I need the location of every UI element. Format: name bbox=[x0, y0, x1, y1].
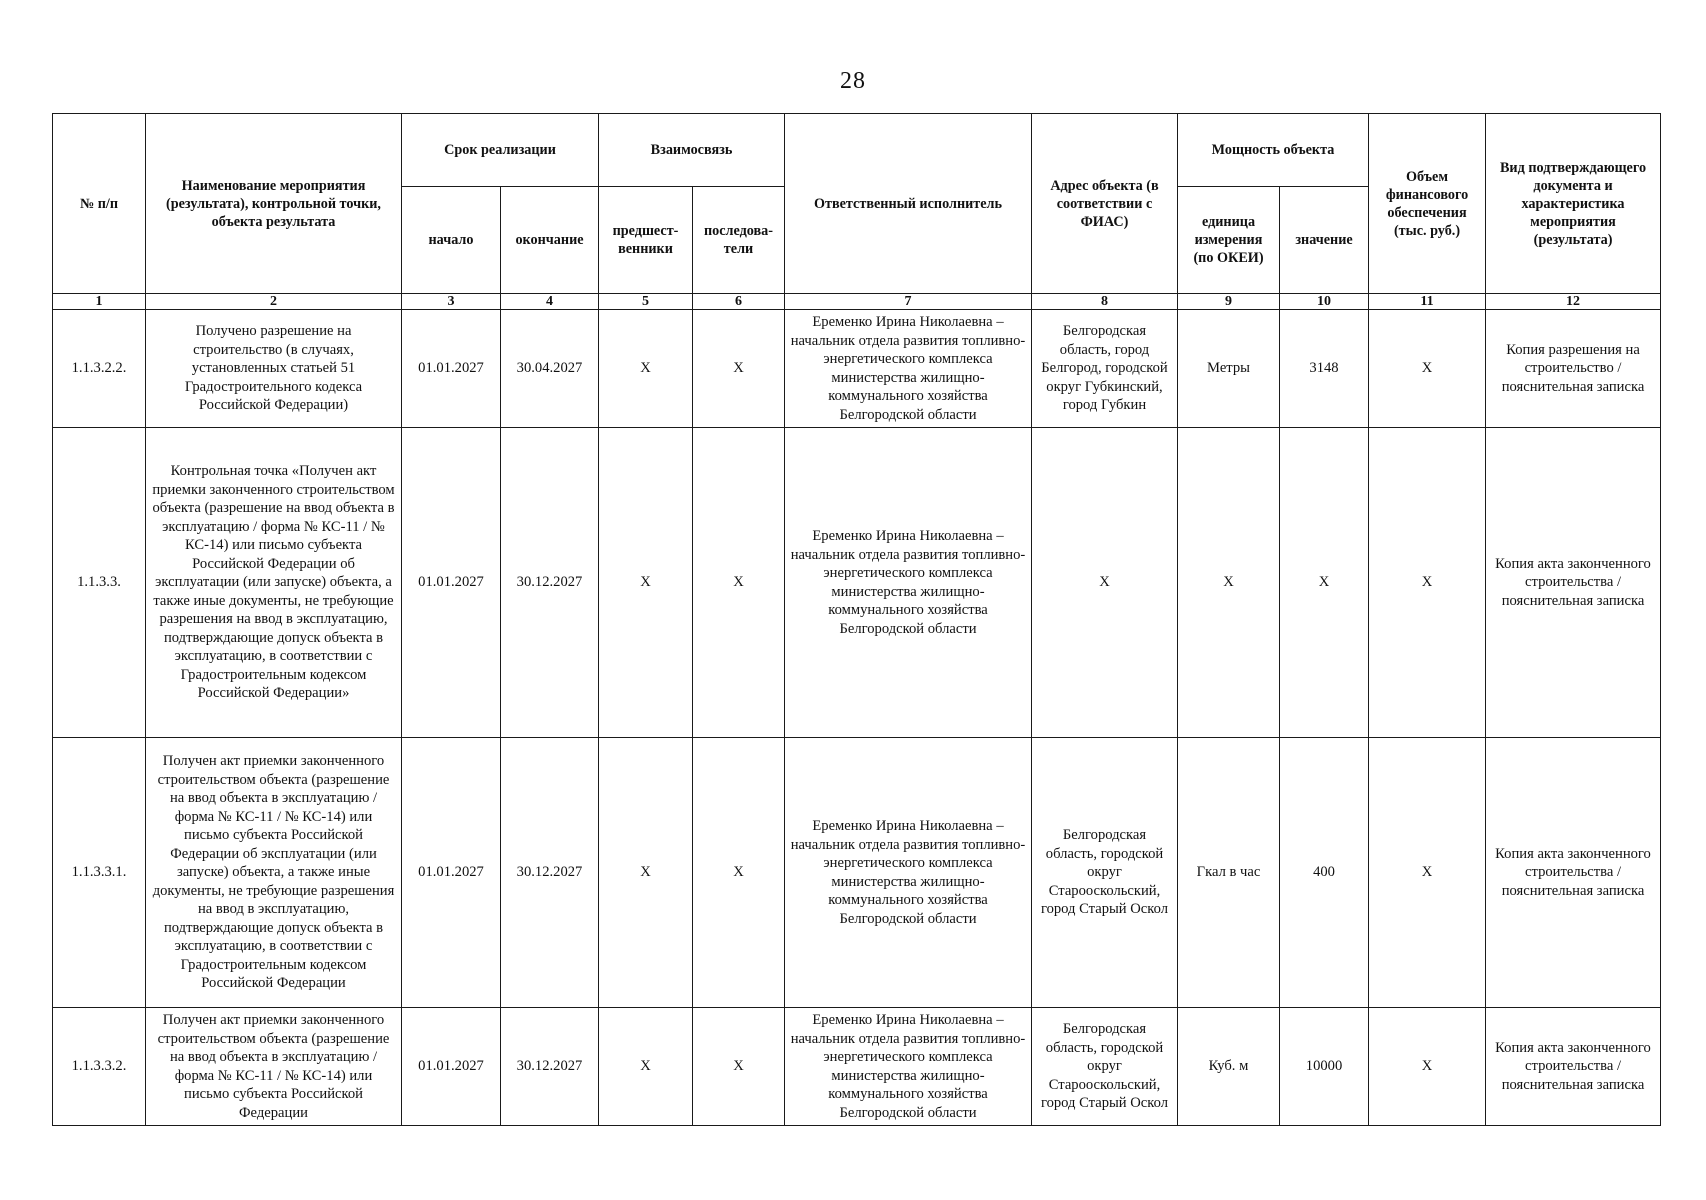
col-number: 7 bbox=[785, 294, 1032, 310]
row-end-date: 30.12.2027 bbox=[501, 1008, 599, 1126]
row-end-date: 30.12.2027 bbox=[501, 738, 599, 1008]
row-predecessors: X bbox=[599, 428, 693, 738]
row-end-date: 30.12.2027 bbox=[501, 428, 599, 738]
col-number: 3 bbox=[402, 294, 501, 310]
row-executor: Еременко Ирина Николаевна – начальник отдела развития топливно-энергетического комплекса министерства жилищно-коммунального хозяйства Белгородской области bbox=[785, 738, 1032, 1008]
row-address: Белгородская область, городской округ Старооскольский, город Старый Оскол bbox=[1032, 738, 1178, 1008]
header-row-1 bbox=[53, 114, 1661, 187]
col-number: 4 bbox=[501, 294, 599, 310]
row-doc-type: Копия акта законченного строительства / пояснительная записка bbox=[1486, 1008, 1661, 1126]
row-successors: X bbox=[693, 310, 785, 428]
header-name: Наименование мероприятия (результата), контрольной точки, объекта результата bbox=[146, 114, 402, 294]
row-predecessors: X bbox=[599, 1008, 693, 1126]
row-executor: Еременко Ирина Николаевна – начальник отдела развития топливно-энергетического комплекса министерства жилищно-коммунального хозяйства Белгородской области bbox=[785, 1008, 1032, 1126]
col-number: 5 bbox=[599, 294, 693, 310]
row-successors: X bbox=[693, 428, 785, 738]
row-name: Получено разрешение на строительство (в случаях, установленных статьей 51 Градостроительного кодекса Российской Федерации) bbox=[146, 310, 402, 428]
header-link: Взаимосвязь bbox=[599, 114, 785, 187]
row-value: X bbox=[1280, 428, 1369, 738]
table-row bbox=[53, 310, 1661, 428]
row-successors: X bbox=[693, 738, 785, 1008]
header-link-prev: предшест-венники bbox=[599, 187, 693, 294]
col-number: 11 bbox=[1369, 294, 1486, 310]
row-successors: X bbox=[693, 1008, 785, 1126]
table-row bbox=[53, 1008, 1661, 1126]
header-executor: Ответственный исполнитель bbox=[785, 114, 1032, 294]
header-period-end: окончание bbox=[501, 187, 599, 294]
header-doc-type: Вид подтверждающего документа и характеристика мероприятия (результата) bbox=[1486, 114, 1661, 294]
row-start-date: 01.01.2027 bbox=[402, 428, 501, 738]
col-number: 9 bbox=[1178, 294, 1280, 310]
row-finance: X bbox=[1369, 310, 1486, 428]
header-address: Адрес объекта (в соответствии с ФИАС) bbox=[1032, 114, 1178, 294]
row-start-date: 01.01.2027 bbox=[402, 1008, 501, 1126]
page-number: 28 bbox=[840, 68, 866, 94]
row-start-date: 01.01.2027 bbox=[402, 310, 501, 428]
row-end-date: 30.04.2027 bbox=[501, 310, 599, 428]
row-value: 400 bbox=[1280, 738, 1369, 1008]
col-number: 6 bbox=[693, 294, 785, 310]
row-address: X bbox=[1032, 428, 1178, 738]
col-number: 2 bbox=[146, 294, 402, 310]
header-capacity-unit: единица измерения (по ОКЕИ) bbox=[1178, 187, 1280, 294]
row-executor: Еременко Ирина Николаевна – начальник отдела развития топливно-энергетического комплекса министерства жилищно-коммунального хозяйства Белгородской области bbox=[785, 310, 1032, 428]
col-number: 10 bbox=[1280, 294, 1369, 310]
row-finance: X bbox=[1369, 1008, 1486, 1126]
row-finance: X bbox=[1369, 428, 1486, 738]
col-number: 8 bbox=[1032, 294, 1178, 310]
row-unit: X bbox=[1178, 428, 1280, 738]
row-executor: Еременко Ирина Николаевна – начальник отдела развития топливно-энергетического комплекса министерства жилищно-коммунального хозяйства Белгородской области bbox=[785, 428, 1032, 738]
header-num: № п/п bbox=[53, 114, 146, 294]
column-numbers-row bbox=[53, 294, 1661, 310]
row-predecessors: X bbox=[599, 738, 693, 1008]
row-start-date: 01.01.2027 bbox=[402, 738, 501, 1008]
row-unit: Куб. м bbox=[1178, 1008, 1280, 1126]
row-num: 1.1.3.2.2. bbox=[53, 310, 146, 428]
row-unit: Метры bbox=[1178, 310, 1280, 428]
row-address: Белгородская область, город Белгород, городской округ Губкинский, город Губкин bbox=[1032, 310, 1178, 428]
row-value: 3148 bbox=[1280, 310, 1369, 428]
row-num: 1.1.3.3.1. bbox=[53, 738, 146, 1008]
row-predecessors: X bbox=[599, 310, 693, 428]
row-name: Получен акт приемки законченного строительством объекта (разрешение на ввод объекта в эксплуатацию / форма № КС-11 / № КС-14) или письмо субъекта Российской Федерации об эксплуатации (или запуске) объекта, а также иные документы, не требующие разрешения на ввод в эксплуатацию, подтверждающие допуск объекта в эксплуатацию, в соответствии с Градостроительным кодексом Российской Федерации bbox=[146, 738, 402, 1008]
col-number: 12 bbox=[1486, 294, 1661, 310]
row-name: Контрольная точка «Получен акт приемки законченного строительством объекта (разрешение на ввод объекта в эксплуатацию / форма № КС-11 / № КС-14) или письмо субъекта Российской Федерации об эксплуатации (или запуске) объекта, а также иные документы, не требующие разрешения на ввод в эксплуатацию, подтверждающие допуск объекта в эксплуатацию, в соответствии с Градостроительным кодексом Российской Федерации» bbox=[146, 428, 402, 738]
activity-table bbox=[52, 113, 1661, 1126]
row-finance: X bbox=[1369, 738, 1486, 1008]
row-num: 1.1.3.3. bbox=[53, 428, 146, 738]
row-doc-type: Копия акта законченного строительства / пояснительная записка bbox=[1486, 738, 1661, 1008]
header-capacity-value: значение bbox=[1280, 187, 1369, 294]
row-name: Получен акт приемки законченного строительством объекта (разрешение на ввод объекта в эксплуатацию / форма № КС-11 / № КС-14) или письмо субъекта Российской Федерации bbox=[146, 1008, 402, 1126]
header-period: Срок реализации bbox=[402, 114, 599, 187]
header-period-start: начало bbox=[402, 187, 501, 294]
col-number: 1 bbox=[53, 294, 146, 310]
table-row bbox=[53, 738, 1661, 1008]
row-value: 10000 bbox=[1280, 1008, 1369, 1126]
table-row bbox=[53, 428, 1661, 738]
row-num: 1.1.3.3.2. bbox=[53, 1008, 146, 1126]
header-capacity: Мощность объекта bbox=[1178, 114, 1369, 187]
header-link-next: последова-тели bbox=[693, 187, 785, 294]
row-unit: Гкал в час bbox=[1178, 738, 1280, 1008]
header-finance: Объем финансового обеспечения (тыс. руб.) bbox=[1369, 114, 1486, 294]
row-address: Белгородская область, городской округ Старооскольский, город Старый Оскол bbox=[1032, 1008, 1178, 1126]
row-doc-type: Копия акта законченного строительства / пояснительная записка bbox=[1486, 428, 1661, 738]
row-doc-type: Копия разрешения на строительство / пояснительная записка bbox=[1486, 310, 1661, 428]
